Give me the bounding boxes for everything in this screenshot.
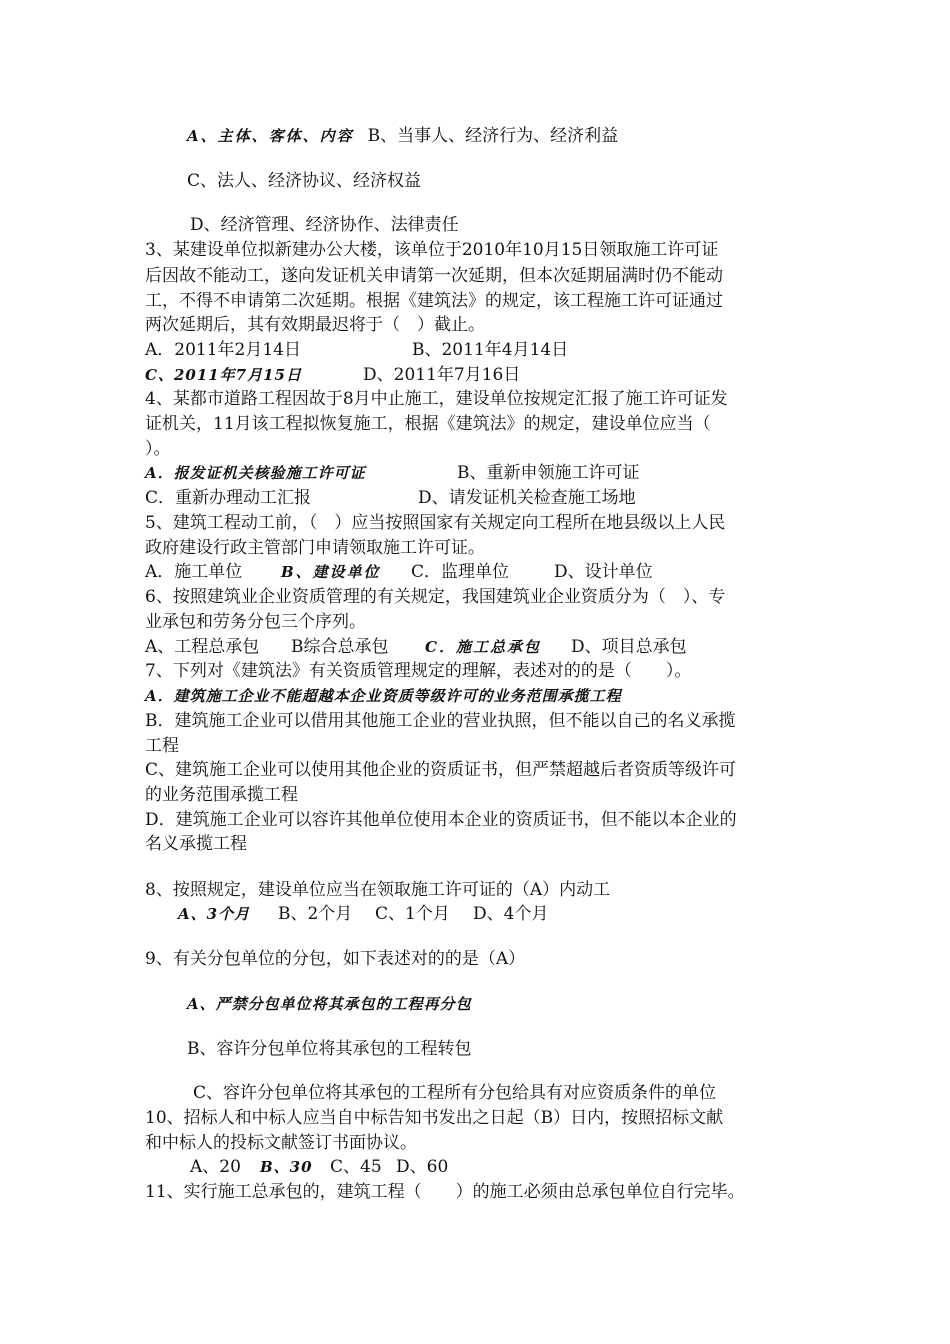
answer-highlight: A．报发证机关核验施工许可证	[145, 464, 366, 482]
option-line: B、容许分包单位将其承包的工程转包	[187, 1039, 472, 1059]
option-line: B．建筑施工企业可以借用其他施工企业的营业执照，但不能以自己的名义承揽	[145, 711, 736, 731]
question-line: 11、实行施工总承包的，建筑工程（ ）的施工必须由总承包单位自行完毕。	[145, 1182, 745, 1202]
question-line: ）。	[145, 439, 171, 459]
question-line: 3、某建设单位拟新建办公大楼，该单位于2010年10月15日领取施工许可证	[145, 240, 719, 260]
option-text: D、设计单位	[554, 562, 653, 582]
option-line: C、容许分包单位将其承包的工程所有分包给具有对应资质条件的单位	[193, 1083, 717, 1103]
question-line: 业承包和劳务分包三个序列。	[145, 612, 366, 632]
option-line: D．建筑施工企业可以容许其他单位使用本企业的资质证书，但不能以本企业的	[145, 810, 737, 830]
question-line: 两次延期后，其有效期最迟将于（ ）截止。	[145, 315, 485, 335]
answer-highlight: B、30	[260, 1158, 313, 1176]
option-text: D、4个月	[473, 904, 549, 924]
option-line: C、法人、经济协议、经济权益	[187, 171, 422, 191]
question-line: 政府建设行政主管部门申请领取施工许可证。	[145, 538, 485, 558]
question-line: 5、建筑工程动工前，（ ）应当按照国家有关规定向工程所在地县级以上人民	[145, 513, 726, 533]
option-text: C．重新办理动工汇报	[145, 488, 312, 508]
option-text: B、当事人、经济行为、经济利益	[367, 126, 619, 146]
answer-highlight: C．施工总承包	[425, 638, 541, 656]
option-line: 的业务范围承揽工程	[145, 785, 298, 805]
option-line	[178, 902, 548, 926]
option-text: A．施工单位	[145, 562, 243, 582]
option-text: C、1个月	[375, 904, 450, 924]
option-line	[145, 486, 636, 510]
answer-highlight: A、主体、客体、内容	[187, 127, 354, 145]
option-text: A、工程总承包	[145, 637, 260, 657]
answer-highlight: A、严禁分包单位将其承包的工程再分包	[187, 995, 472, 1013]
question-line: 证机关，11月该工程拟恢复施工，根据《建筑法》的规定，建设单位应当（	[145, 414, 711, 434]
option-text: C．监理单位	[411, 562, 510, 582]
option-text: A、20	[190, 1157, 241, 1177]
question-line: 6、按照建筑业企业资质管理的有关规定，我国建筑业企业资质分为（ ）、专	[145, 587, 726, 607]
question-line: 7、下列对《建筑法》有关资质管理规定的理解，表述对的的是（ ）。	[145, 661, 692, 681]
option-line	[145, 461, 640, 485]
option-line	[145, 560, 653, 584]
question-line: 10、招标人和中标人应当自中标告知书发出之日起（B）日内，按照招标文献	[145, 1108, 724, 1128]
option-text: C、45	[330, 1157, 382, 1177]
option-line: D、经济管理、经济协作、法律责任	[190, 215, 459, 235]
option-text: D、60	[396, 1157, 449, 1177]
question-line: 和中标人的投标文献签订书面协议。	[145, 1133, 417, 1153]
question-line: 9、有关分包单位的分包，如下表述对的的是（A）	[145, 949, 526, 969]
option-line	[145, 338, 568, 362]
answer-highlight: B、建设单位	[281, 563, 381, 581]
option-line: C、建筑施工企业可以使用其他企业的资质证书，但严禁超越后者资质等级许可	[145, 760, 737, 780]
option-line	[145, 363, 520, 387]
option-line	[187, 124, 618, 148]
option-text: B、2011年4月14日	[412, 340, 569, 360]
option-text: A．2011年2月14日	[145, 340, 301, 360]
answer-highlight: A．建筑施工企业不能超越本企业资质等级许可的业务范围承揽工程	[145, 687, 622, 705]
question-line: 8、按照规定，建设单位应当在领取施工许可证的（A）内动工	[145, 880, 611, 900]
answer-highlight: C、2011年7月15日	[145, 366, 302, 384]
option-line: 工程	[145, 736, 179, 756]
question-line: 后因故不能动工，遂向发证机关申请第一次延期，但本次延期届满时仍不能动	[145, 266, 723, 286]
question-line: 4、某都市道路工程因故于8月中止施工，建设单位按规定汇报了施工许可证发	[145, 389, 728, 409]
option-line	[145, 635, 687, 659]
option-line: 名义承揽工程	[145, 834, 247, 854]
option-text: B、重新申领施工许可证	[457, 463, 640, 483]
option-line	[190, 1155, 448, 1179]
option-text: D、2011年7月16日	[363, 365, 521, 385]
question-line: 工，不得不申请第二次延期。根据《建筑法》的规定，该工程施工许可证通过	[145, 291, 723, 311]
option-text: D、请发证机关检查施工场地	[418, 488, 636, 508]
option-text: B综合总承包	[291, 637, 389, 657]
option-text: B、2个月	[278, 904, 353, 924]
option-text: D、项目总承包	[571, 637, 687, 657]
answer-highlight: A、3个月	[178, 905, 251, 923]
